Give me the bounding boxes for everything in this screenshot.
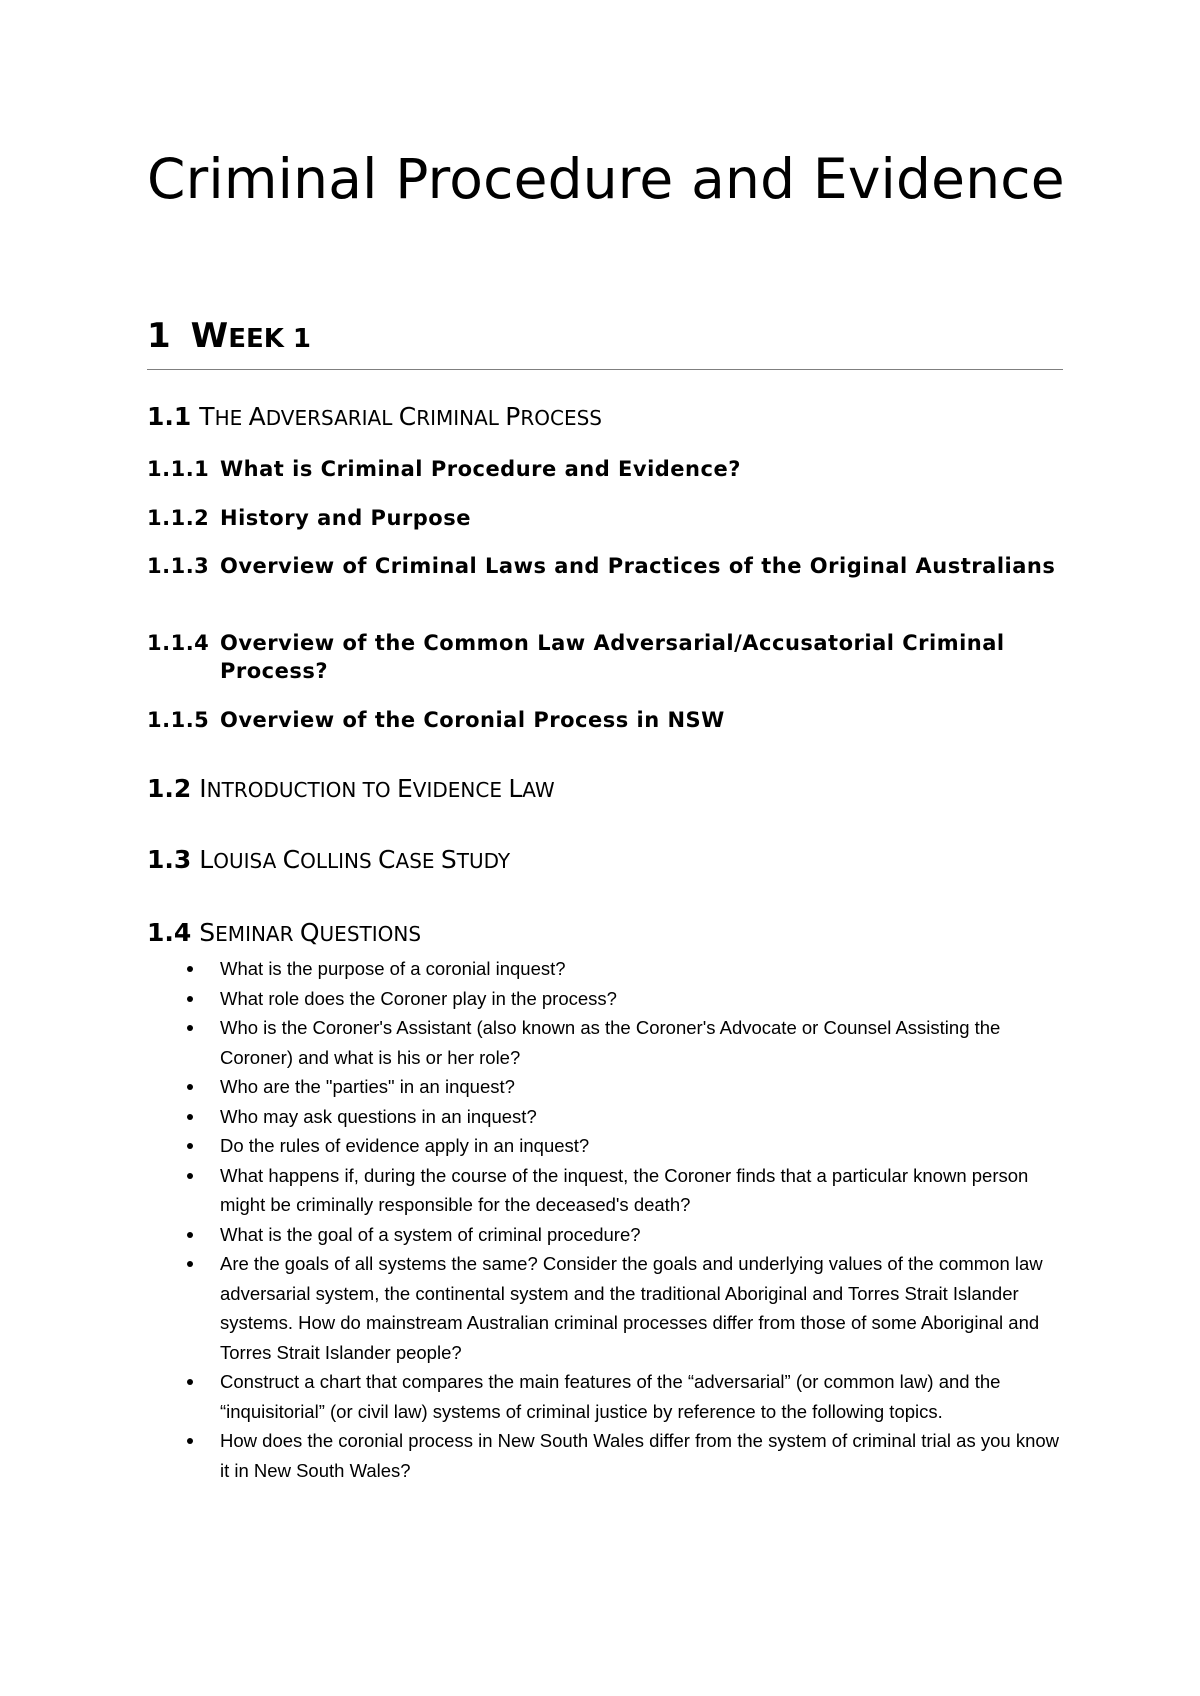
heading-cap: C — [398, 402, 417, 431]
subsection-number: 1.1.3 — [147, 554, 210, 578]
list-item — [147, 984, 1067, 1014]
heading-small: NTRODUCTION TO — [206, 778, 397, 802]
bullet-icon — [187, 1114, 193, 1120]
bullet-icon — [187, 1173, 193, 1179]
list-item-text: Who are the "parties" in an inquest? — [220, 1076, 515, 1097]
heading-small: DVERSARIAL — [265, 406, 399, 430]
section-number: 1.4 — [147, 918, 192, 947]
subsection-heading-1-1-3 — [147, 552, 1120, 580]
seminar-questions-list — [147, 954, 1067, 1485]
heading-small: RIMINAL — [416, 406, 506, 430]
subsection-heading-1-1-4 — [147, 629, 1120, 685]
subsection-text: History and Purpose — [220, 506, 471, 530]
heading-small: OUISA — [213, 849, 283, 873]
list-item — [147, 1131, 1067, 1161]
heading-cap: P — [505, 402, 521, 431]
heading-small: UESTIONS — [319, 922, 422, 946]
list-item-text: What happens if, during the course of the inquest, the Coroner finds that a particular known person might be criminally responsible for the deceased's death? — [220, 1164, 1029, 1215]
list-item — [147, 1072, 1067, 1102]
section-number: 1.3 — [147, 845, 192, 874]
list-item-text: What is the goal of a system of criminal procedure? — [220, 1223, 641, 1245]
heading-small: TUDY — [456, 849, 511, 873]
list-item — [147, 1161, 1067, 1220]
heading-small: ASE — [395, 849, 441, 873]
subsection-number: 1.1.1 — [147, 457, 210, 481]
list-item-text: What role does the Coroner play in the process? — [220, 987, 617, 1009]
list-item-text: What is the purpose of a coronial inquest? — [220, 958, 566, 979]
list-item — [147, 1426, 1067, 1485]
list-item — [147, 1249, 1067, 1367]
list-item-text: Who may ask questions in an inquest? — [220, 1105, 537, 1127]
list-item-text: Construct a chart that compares the main features of the “adversarial” (or common law) and the “inquisitorial” (or civil law) systems of criminal justice by reference to the following topics. — [220, 1371, 1001, 1422]
list-item — [147, 954, 1067, 984]
section-number: 1.1 — [147, 402, 192, 431]
heading-cap: E — [396, 774, 413, 803]
heading-small: ROCESS — [520, 406, 603, 430]
subsection-text: Overview of the Coronial Process in NSW — [220, 708, 725, 732]
list-item — [147, 1220, 1067, 1250]
list-item — [147, 1102, 1067, 1132]
subsection-text: Overview of the Common Law Adversarial/Accusatorial Criminal Process? — [220, 631, 1005, 683]
heading-cap: S — [440, 845, 457, 874]
heading-cap: C — [282, 845, 301, 874]
bullet-icon — [187, 966, 193, 972]
list-item — [147, 1013, 1067, 1072]
list-item-text: Do the rules of evidence apply in an inquest? — [220, 1135, 590, 1156]
list-item — [147, 1367, 1067, 1426]
list-item-text: Are the goals of all systems the same? Consider the goals and underlying values of the common law adversarial system, the continental system and the traditional Aboriginal and Torres Strait Islander systems. How do mainstream Australian criminal processes differ from those of some Aboriginal and Torres Strait Islander people? — [220, 1253, 1043, 1363]
list-item-text: How does the coronial process in New South Wales differ from the system of criminal trial as you know it in New South Wales? — [220, 1430, 1060, 1481]
subsection-text: What is Criminal Procedure and Evidence? — [220, 457, 741, 481]
bullet-icon — [187, 1143, 193, 1149]
bullet-icon — [187, 996, 193, 1002]
heading-cap: A — [248, 402, 266, 431]
list-item-text: Who is the Coroner's Assistant (also known as the Coroner's Advocate or Counsel Assisting the Coroner) and what is his or her role? — [220, 1017, 1001, 1068]
bullet-icon — [187, 1438, 193, 1444]
heading-week-1 — [147, 314, 1063, 370]
heading-small: HE — [214, 406, 249, 430]
subsection-heading-1-1-2 — [147, 504, 1120, 532]
heading-text: EEK 1 — [228, 324, 311, 354]
heading-cap: S — [199, 918, 216, 947]
section-heading-1-4 — [147, 917, 421, 950]
subsection-heading-1-1-1 — [147, 455, 1120, 483]
heading-text-initial: W — [190, 316, 229, 356]
bullet-icon — [187, 1232, 193, 1238]
section-heading-1-1 — [147, 401, 602, 434]
heading-cap: I — [199, 774, 207, 803]
bullet-icon — [187, 1261, 193, 1267]
heading-cap: L — [199, 845, 214, 874]
subsection-heading-1-1-5 — [147, 706, 1120, 734]
heading-small: EMINAR — [215, 922, 300, 946]
subsection-text: Overview of Criminal Laws and Practices of the Original Australians — [220, 554, 1056, 578]
bullet-icon — [187, 1025, 193, 1031]
heading-small: VIDENCE — [412, 778, 509, 802]
heading-cap: T — [199, 402, 215, 431]
heading-cap: L — [508, 774, 523, 803]
heading-cap: C — [378, 845, 396, 874]
subsection-number: 1.1.5 — [147, 708, 210, 732]
section-heading-1-2 — [147, 773, 555, 806]
section-number: 1.2 — [147, 774, 192, 803]
heading-number: 1 — [147, 316, 171, 356]
subsection-number: 1.1.4 — [147, 631, 210, 655]
subsection-number: 1.1.2 — [147, 506, 210, 530]
heading-small: OLLINS — [300, 849, 379, 873]
bullet-icon — [187, 1084, 193, 1090]
section-heading-1-3 — [147, 844, 510, 877]
document-title: Criminal Procedure and Evidence — [147, 147, 1065, 211]
heading-small: AW — [522, 778, 555, 802]
heading-cap: Q — [299, 918, 320, 947]
bullet-icon — [187, 1379, 193, 1385]
